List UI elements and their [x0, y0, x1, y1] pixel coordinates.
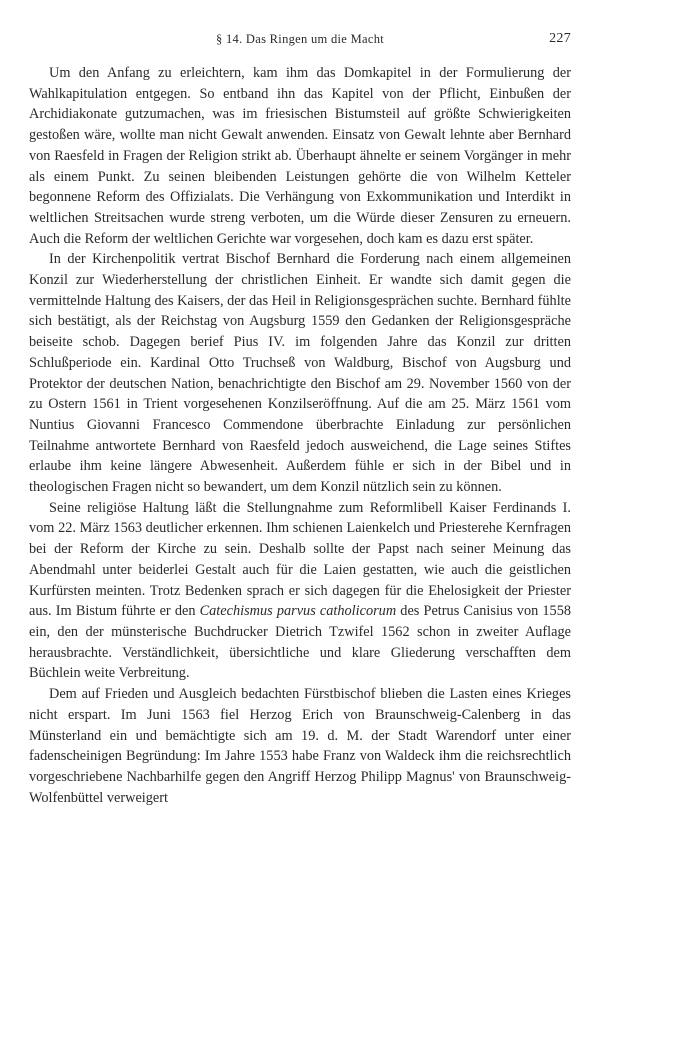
catechism-title: Catechismus parvus catholicorum	[199, 603, 397, 620]
paragraph-text: des Petrus Canisius von 1558 ein, den der münsterische Buchdrucker Dietrich Tzwifel 1562 schon in zweiter Auflage herausbrachte. Verständlichkeit, übersichtliche und klare Gliederung verschafften dem Büchlein weite Verbreitung.	[29, 603, 571, 682]
paragraph-text: Dem auf Frieden und Ausgleich bedachten Fürstbischof blieben die Lasten eines Krieges nicht erspart. Im Juni 1563 fiel Herzog Erich von Braunschweig-Calenberg in das Münsterland ein und bemächtigte sich am 19. d. M. der Stadt Warendorf unter einer fadenscheinigen Begründung: Im Jahre 1553 habe Franz von Waldeck ihm die reichsrechtlich vorgeschriebene Nachbarhilfe gegen den Angriff Herzog Philipp Magnus' von Braunschweig-Wolfenbüttel verweigert	[29, 686, 571, 806]
paragraph-text: Seine religiöse Haltung läßt die Stellungnahme zum Reformlibell Kaiser Ferdinands I. vom 22. März 1563 deutlicher erkennen. Ihm schienen Laienkelch und Priesterehe Kernfragen bei der Reform der Kirche zu sein. Deshalb sollte der Papst nach seiner Meinung das Abendmahl unter beiderlei Gestalt auch für die Laien gestatten, wie auch die geistlichen Kurfürsten meinten. Trotz Bedenken sprach er sich dagegen für die Ehelosigkeit der Priester aus. Im Bistum führte er den	[29, 499, 571, 620]
paragraph-4	[29, 684, 571, 808]
paragraph-3	[29, 498, 571, 684]
paragraph-text: Um den Anfang zu erleichtern, kam ihm das Domkapitel in der Formulierung der Wahlkapitulation entgegen. So entband ihn das Kapitel von der Pflicht, Einbußen der Archidiakonate gutzumachen, was im friesischen Bistumsteil auf größte Schwierigkeiten gestoßen wäre, wollte man nicht Gewalt anwenden. Einsatz von Gewalt lehnte aber Bernhard von Raesfeld in Fragen der Religion strikt ab. Überhaupt ähnelte er seinem Vorgänger in mehr als einem Punkt. Zu seinen bleibenden Leistungen gehörte die von Wilhelm Ketteler begonnene Reform des Offizialats. Die Verhängung von Exkommunikation und Interdikt in weltlichen Streitsachen wurde streng verboten, um die Würde dieser Zensuren zu erneuern. Auch die Reform der weltlichen Gerichte war vorgesehen, doch kam es dazu erst später.	[29, 65, 571, 247]
section-title: § 14. Das Ringen um die Macht	[215, 32, 385, 46]
page-number: 227	[549, 31, 571, 46]
body-text	[29, 63, 571, 808]
paragraph-2	[29, 249, 571, 497]
paragraph-text: In der Kirchenpolitik vertrat Bischof Bernhard die Forderung nach einem allgemeinen Konzil zur Wiederherstellung der christlichen Einheit. Er wandte sich damit gegen die vermittelnde Haltung des Kaisers, der das Heil in Religionsgesprächen suchte. Bernhard fühlte sich bestätigt, als der Reichstag von Augsburg 1559 den Gedanken der Religionsgespräche beiseite schob. Dagegen berief Pius IV. im folgenden Jahre das Konzil zur dritten Schlußperiode ein. Kardinal Otto Truchseß von Waldburg, Bischof von Augsburg und Protektor der deutschen Nation, benachrichtigte den Bischof am 29. November 1560 von der zu Ostern 1561 in Trient vorgesehenen Konzilseröffnung. Auf die am 25. März 1561 vom Nuntius Giovanni Francesco Commendone überbrachte Einladung zur persönlichen Teilnahme antwortete Bernhard von Raesfeld jedoch ausweichend, die Lage seines Stiftes erlaube ihm keine längere Abwesenheit. Außerdem fühle er sich in der Bibel und in theologischen Fragen nicht so bewandert, um dem Konzil nützlich sein zu können.	[29, 251, 571, 496]
paragraph-1	[29, 63, 571, 249]
